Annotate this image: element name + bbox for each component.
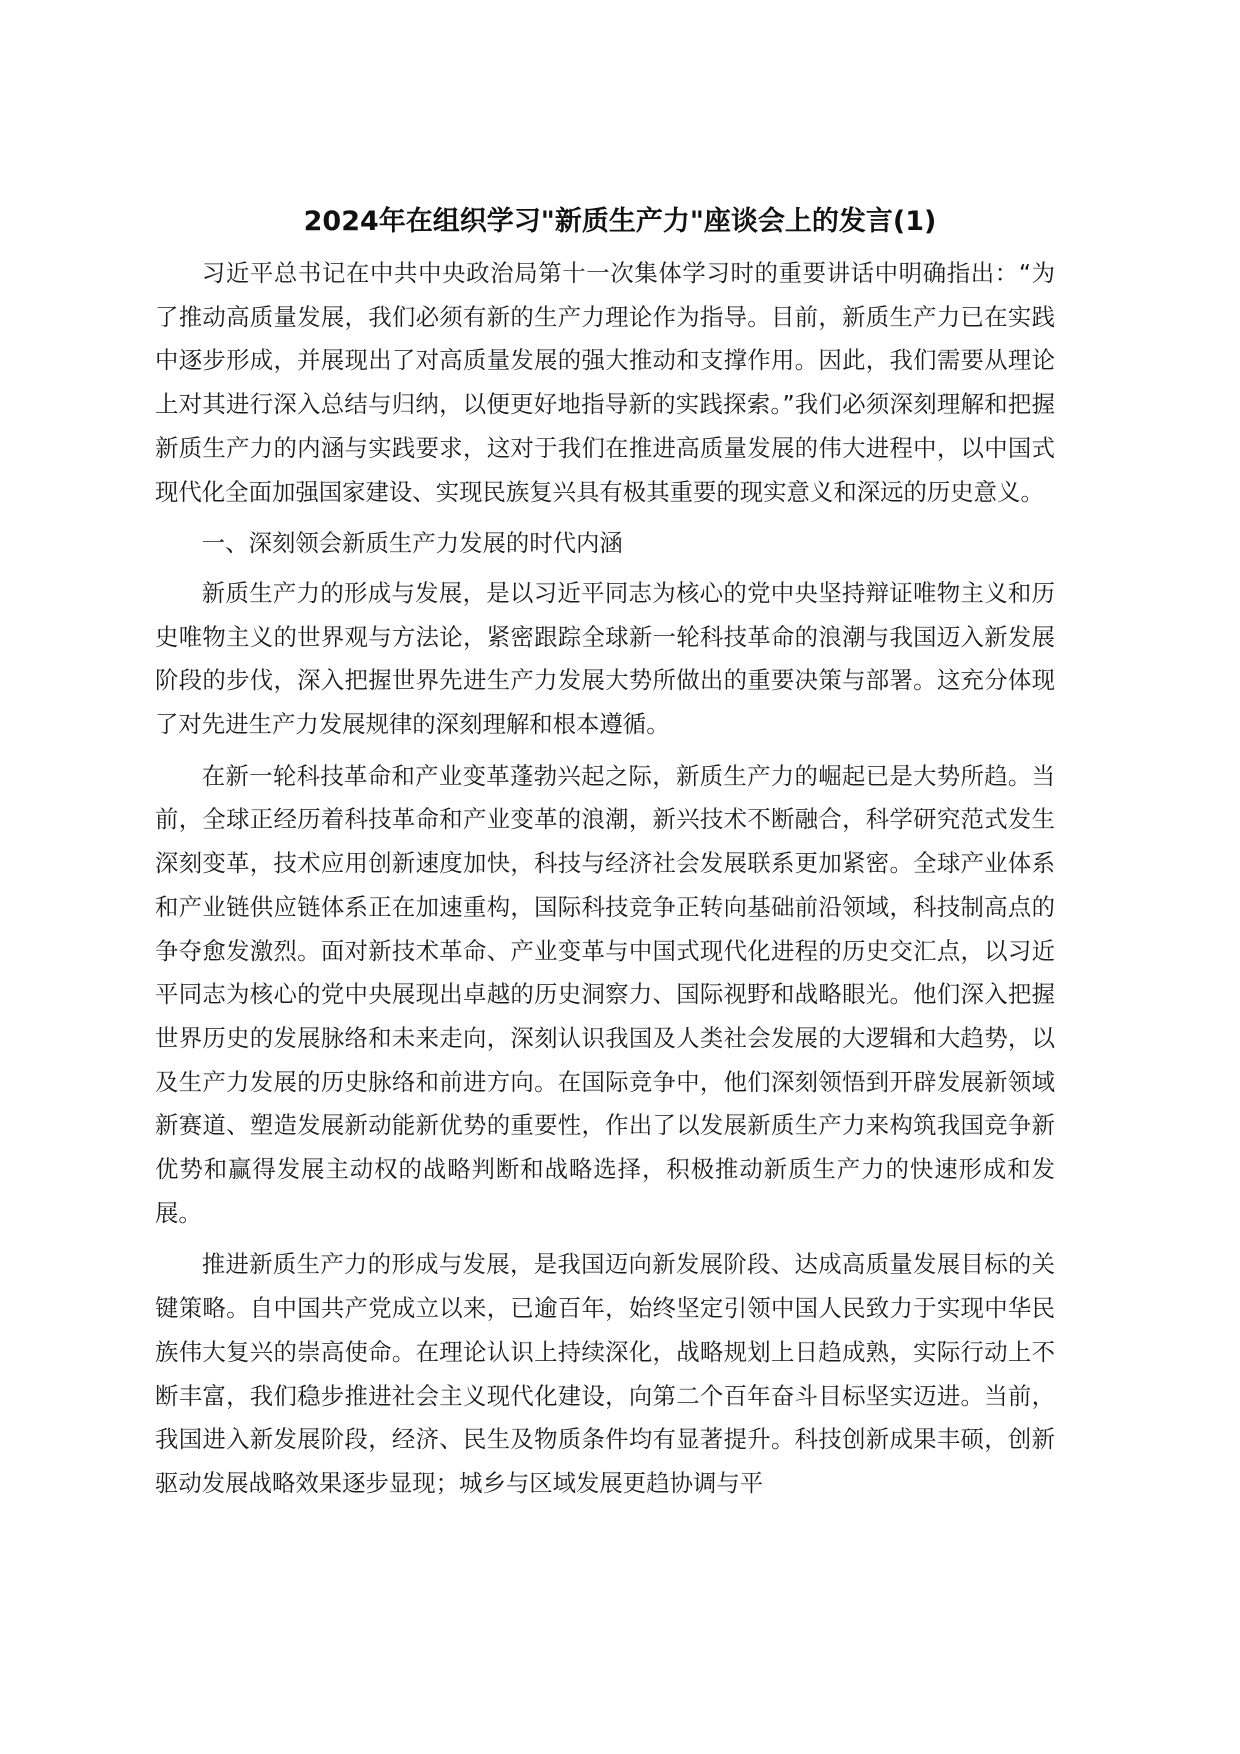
document-title: 2024年在组织学习"新质生产力"座谈会上的发言(1) [303,206,937,237]
paragraph-formation: 新质生产力的形成与发展，是以习近平同志为核心的党中央坚持辩证唯物主义和历史唯物主义的世界观与方法论，紧密跟踪全球新一轮科技革命的浪潮与我国迈入新发展阶段的步伐，深入把握世界先进生产力发展大势所做出的重要决策与部署。这充分体现了对先进生产力发展规律的深刻理解和根本遵循。 [155,578,1055,739]
paragraph-new-stage: 推进新质生产力的形成与发展，是我国迈向新发展阶段、达成高质量发展目标的关键策略。自中国共产党成立以来，已逾百年，始终坚定引领中国人民致力于实现中华民族伟大复兴的崇高使命。在理论认识上持续深化，战略规划上日趋成熟，实际行动上不断丰富，我们稳步推进社会主义现代化建设，向第二个百年奋斗目标坚实迈进。当前，我国进入新发展阶段，经济、民生及物质条件均有显著提升。科技创新成果丰硕，创新驱动发展战略效果逐步显现；城乡与区域发展更趋协调与平 [155,1250,1055,1497]
paragraph-intro: 习近平总书记在中共中央政治局第十一次集体学习时的重要讲话中明确指出：“为了推动高质量发展，我们必须有新的生产力理论作为指导。目前，新质生产力已在实践中逐步形成，并展现出了对高质量发展的强大推动和支撑作用。因此，我们需要从理论上对其进行深入总结与归纳，以便更好地指导新的实践探索。”我们必须深刻理解和把握新质生产力的内涵与实践要求，这对于我们在推进高质量发展的伟大进程中，以中国式现代化全面加强国家建设、实现民族复兴具有极其重要的现实意义和深远的历史意义。 [155,259,1055,506]
section-heading-1: 一、深刻领会新质生产力发展的时代内涵 [201,529,623,558]
document-body [155,252,1055,1514]
paragraph-tech-revolution: 在新一轮科技革命和产业变革蓬勃兴起之际，新质生产力的崛起已是大势所趋。当前，全球正经历着科技革命和产业变革的浪潮，新兴技术不断融合，科学研究范式发生深刻变革，技术应用创新速度加快，科技与经济社会发展联系更加紧密。全球产业体系和产业链供应链体系正在加速重构，国际科技竞争正转向基础前沿领域，科技制高点的争夺愈发激烈。面对新技术革命、产业变革与中国式现代化进程的历史交汇点，以习近平同志为核心的党中央展现出卓越的历史洞察力、国际视野和战略眼光。他们深入把握世界历史的发展脉络和未来走向，深刻认识我国及人类社会发展的大逻辑和大趋势，以及生产力发展的历史脉络和前进方向。在国际竞争中，他们深刻领悟到开辟发展新领域新赛道、塑造发展新动能新优势的重要性，作出了以发展新质生产力来构筑我国竞争新优势和赢得发展主动权的战略判断和战略选择，积极推动新质生产力的快速形成和发展。 [155,761,1055,1227]
